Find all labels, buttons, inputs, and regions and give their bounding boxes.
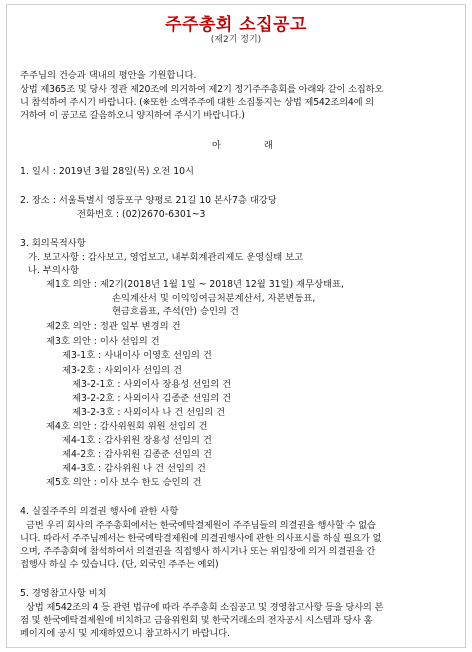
section4-line-4: 접행사 하실 수 있습니다. (단, 외국인 주주는 예외): [20, 559, 219, 570]
section4-line-3: 으며, 주주총회에 참석하여서 의결권을 직접행사 하시거나 또는 위임장에 의거 의결권을 간: [20, 546, 376, 557]
section4-line-2: 니다. 따라서 주주님께서는 한국예탁결제원에 의결권행사에 관한 의사표시를 하실 필요가 없: [20, 533, 382, 544]
section4-heading: 4. 실질주주의 의결권 행사에 관한 사항: [20, 506, 179, 517]
agenda-item-3-2: 제3-2호 : 사외이사 선임의 건: [62, 365, 182, 376]
agenda-heading: 3. 회의목적사항: [20, 238, 86, 249]
agenda-item-3-1: 제3-1호 : 사내이사 이영호 선임의 건: [62, 350, 212, 361]
intro-line-3: 거하여 이 공고로 갈음하오니 양지하여 주시기 바랍니다.): [20, 110, 245, 121]
agenda-item-3-2-1: 제3-2-1호 : 사외이사 장용성 선임의 건: [72, 379, 232, 390]
agenda-item-1-cont-1: 손익계산서 및 이익잉여금처분계산서, 자본변동표,: [112, 293, 316, 304]
section4-line-1: 금번 우리 회사의 주주총회에서는 한국예탁결제원이 주주님들의 의결권을 행사할 수 없습: [26, 520, 376, 531]
meeting-place: 2. 장소 : 서울특별시 영등포구 양평로 21길 10 본사7층 대강당: [20, 195, 277, 206]
intro-line-2: 니 참석하여 주시기 바랍니다. (※또한 소액주주에 대한 소집통지는 상법 제542조의4에 의: [20, 97, 374, 108]
agenda-item-3-2-2: 제3-2-2호 : 사외이사 김종준 선임의 건: [72, 393, 232, 404]
report-items: 가. 보고사항 : 감사보고, 영업보고, 내부회계관리제도 운영실태 보고: [28, 252, 304, 263]
agenda-item-4-3: 제4-3호 : 감사위원 나 건 선임의 건: [62, 463, 206, 474]
meeting-date: 1. 일시 : 2019년 3월 28일(목) 오전 10시: [20, 166, 195, 177]
notice-title: 주주총회 소집공고: [165, 15, 307, 35]
agenda-item-3: 제3호 의안 : 이사 선임의 건: [46, 336, 160, 347]
agenda-item-4: 제4호 의안 : 감사위원회 위원 선임의 건: [46, 421, 208, 432]
section5-line-1: 상법 제542조의 4 등 관련 법규에 따라 주주총회 소집공고 및 경영참고사항 등을 당사의 본: [26, 602, 384, 613]
section5-heading: 5. 경영참고사항 비치: [20, 588, 107, 599]
section5-line-3: 페이지에 공시 및 게재하였으니 참고하시기 바랍니다.: [20, 628, 230, 639]
agenda-item-2: 제2호 의안 : 정관 일부 변경의 건: [46, 321, 181, 332]
greeting: 주주님의 건승과 댁내의 평안을 기원합니다.: [20, 70, 197, 81]
resolution-heading: 나. 부의사항: [28, 265, 79, 276]
section5-line-2: 점 및 한국예탁결제원에 비치하고 금융위원회 및 한국거래소의 전자공시 시스템과 당사 홈: [20, 615, 373, 626]
agenda-item-5: 제5호 의안 : 이사 보수 한도 승인의 건: [46, 477, 202, 488]
below-heading: 아 래: [212, 140, 293, 151]
agenda-item-4-1: 제4-1호 : 감사위원 장용성 선임의 건: [62, 435, 212, 446]
intro-line-1: 상법 제365조 및 당사 정관 제20조에 의거하여 제2기 정기주주총회를 아래와 같이 소집하오: [20, 84, 384, 95]
agenda-item-1-cont-2: 현금흐름표, 주석(안) 승인의 건: [112, 306, 239, 317]
agenda-item-3-2-3: 제3-2-3호 : 사외이사 나 건 선임의 건: [72, 407, 226, 418]
agenda-item-4-2: 제4-2호 : 감사위원 김종준 선임의 건: [62, 449, 212, 460]
contact-phone: 전화번호 : (02)2670-6301~3: [77, 209, 206, 220]
agenda-item-1: 제1호 의안 : 제2기(2018년 1월 1일 ~ 2018년 12월 31일) 재무상태표,: [46, 279, 344, 290]
notice-subtitle: (제2기 정기): [210, 35, 262, 45]
